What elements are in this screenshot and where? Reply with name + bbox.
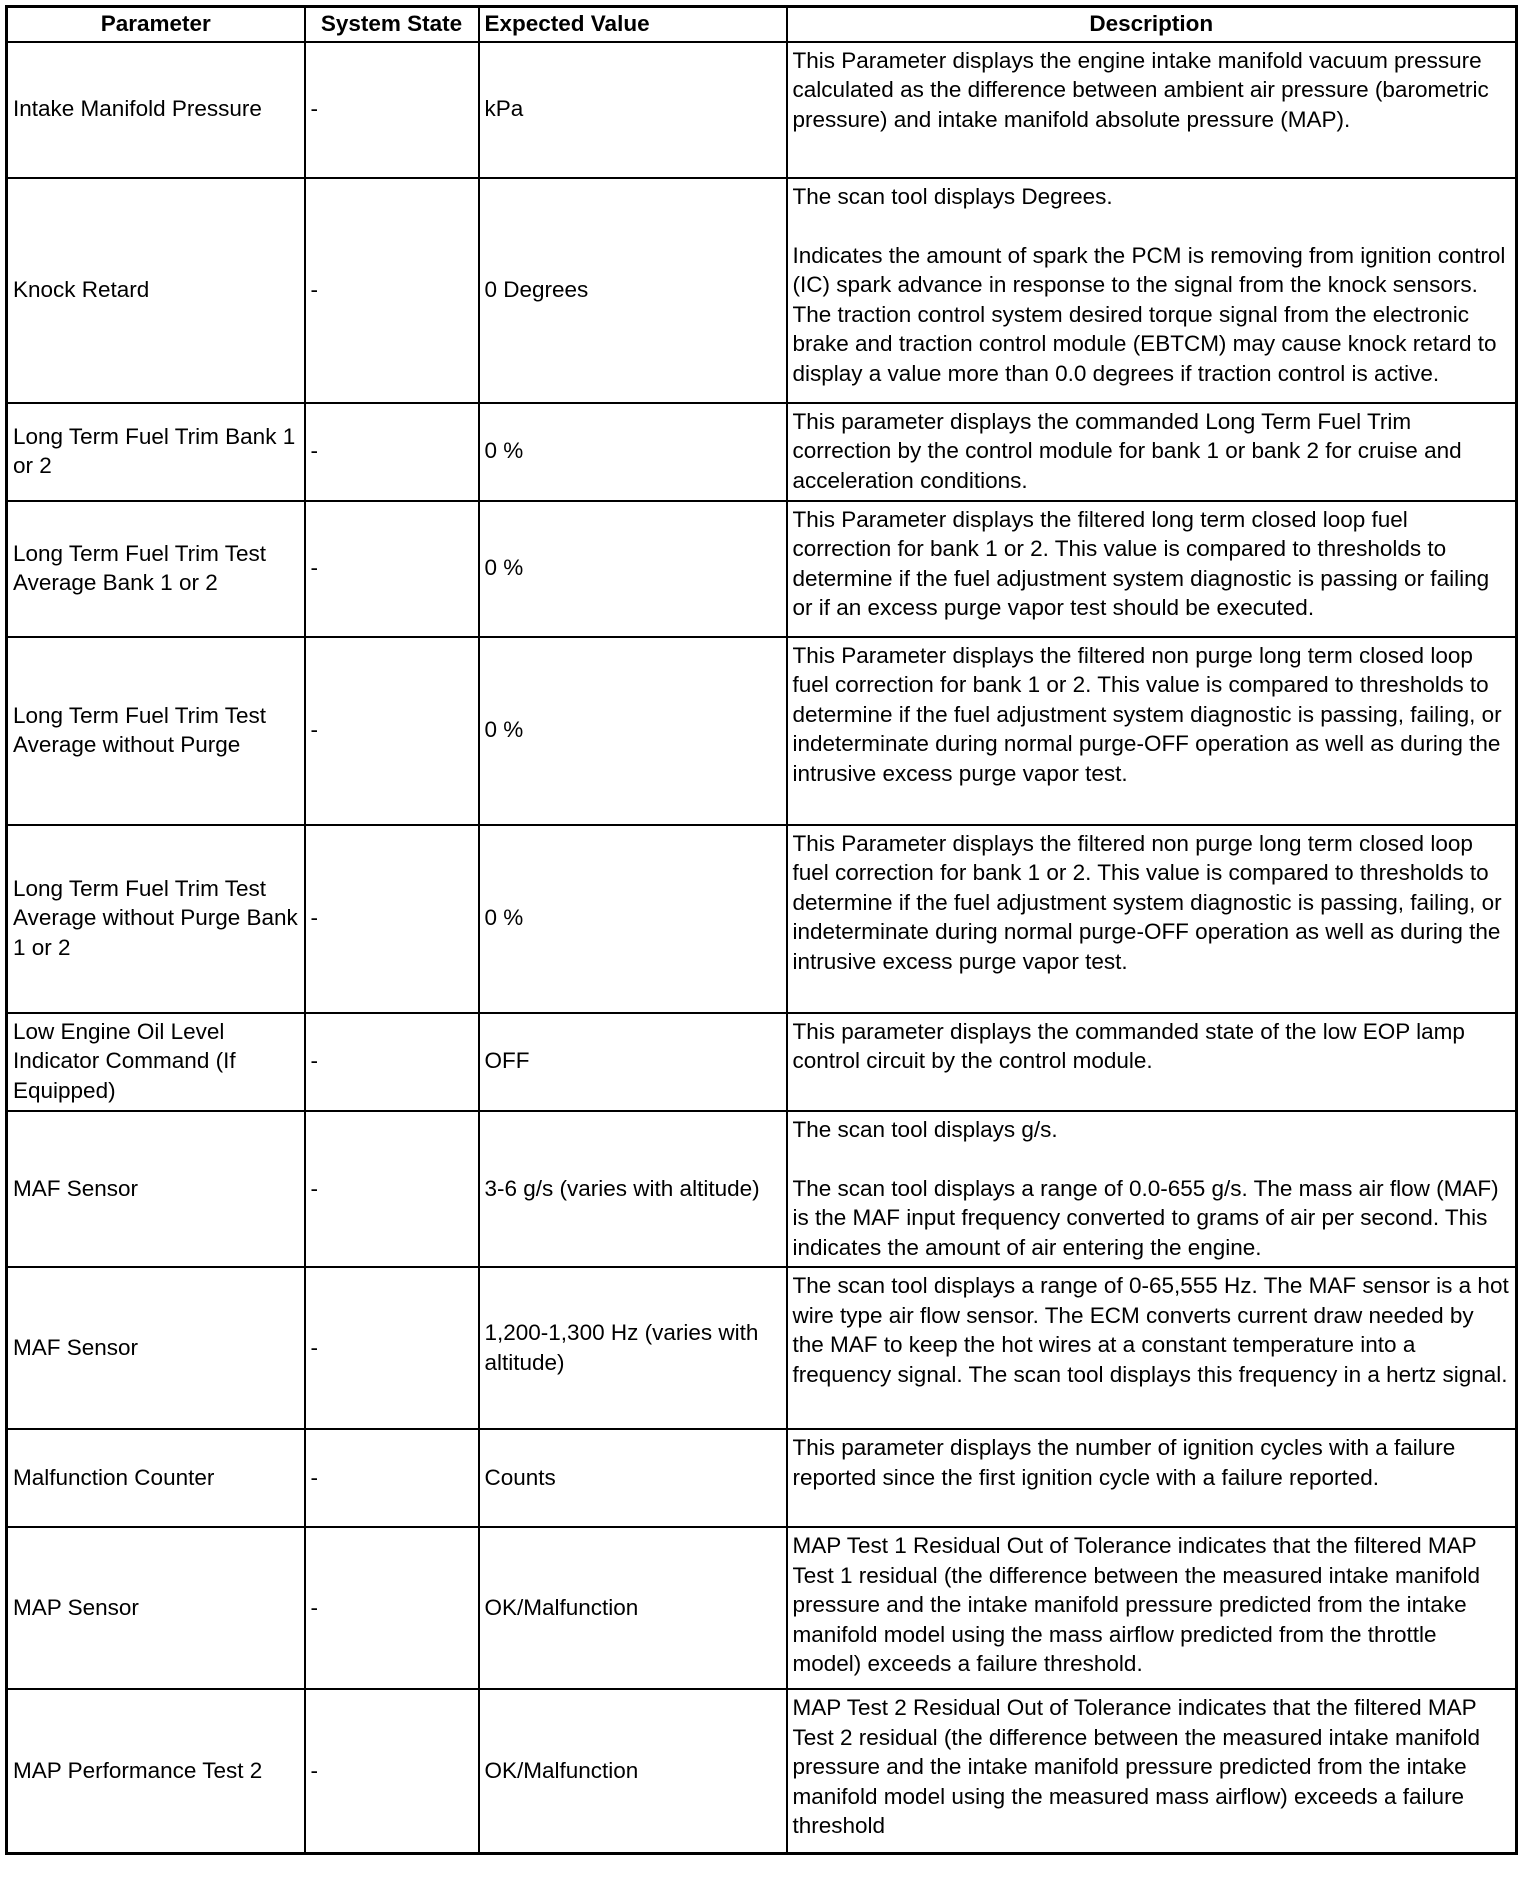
parameter-cell: MAF Sensor <box>7 1267 305 1429</box>
description-paragraph: This parameter displays the number of ignition cycles with a failure reported since the first ignition cycle with a failure reported. <box>792 1435 1456 1490</box>
parameter-cell: Knock Retard <box>7 178 305 403</box>
description-paragraph: The scan tool displays Degrees. <box>792 183 1113 209</box>
paragraph-gap <box>793 211 1511 241</box>
table-row <box>7 637 1517 825</box>
system-state-cell: - <box>305 1527 479 1689</box>
description-paragraph: The scan tool displays a range of 0.0-655 g/s. The mass air flow (MAF) is the MAF input frequency converted to grams of air per second. This indicates the amount of air entering the engine. <box>792 1175 1499 1260</box>
expected-value-cell: 0 % <box>479 501 787 637</box>
description-cell <box>787 1013 1517 1111</box>
header-expected-value: Expected Value <box>479 7 787 42</box>
expected-value-cell: 3-6 g/s (varies with altitude) <box>479 1111 787 1268</box>
parameter-cell: Malfunction Counter <box>7 1429 305 1527</box>
description-paragraph: This Parameter displays the filtered non purge long term closed loop fuel correction for bank 1 or 2. This value is compared to thresholds to determine if the fuel adjustment system diagnostic is passing, failing, or indeterminate during normal purge-OFF operation as well as during the intrusive excess purge vapor test. <box>792 642 1502 786</box>
expected-value-cell: OK/Malfunction <box>479 1527 787 1689</box>
expected-value-cell: 0 % <box>479 403 787 501</box>
description-paragraph: MAP Test 1 Residual Out of Tolerance indicates that the filtered MAP Test 1 residual (the difference between the measured intake manifold pressure and the intake manifold pressure predicted from the intake manifold model using the mass airflow predicted from the throttle model) exceeds a failure threshold. <box>792 1533 1480 1676</box>
parameter-cell: Long Term Fuel Trim Test Average without Purge Bank 1 or 2 <box>7 825 305 1013</box>
system-state-cell: - <box>305 42 479 178</box>
description-cell <box>787 637 1517 825</box>
parameter-cell: MAP Performance Test 2 <box>7 1689 305 1853</box>
description-cell <box>787 1111 1517 1268</box>
system-state-cell: - <box>305 1267 479 1429</box>
parameter-cell: MAP Sensor <box>7 1527 305 1689</box>
description-paragraph: MAP Test 2 Residual Out of Tolerance indicates that the filtered MAP Test 2 residual (the difference between the measured intake manifold pressure and the intake manifold pressure predicted from the intake manifold model using the measured mass airflow) exceeds a failure threshold <box>792 1695 1480 1838</box>
document-page <box>5 5 1515 1855</box>
paragraph-gap <box>793 1144 1511 1174</box>
system-state-cell: - <box>305 1689 479 1853</box>
table-row <box>7 178 1517 403</box>
table-row <box>7 1267 1517 1429</box>
table-row <box>7 42 1517 178</box>
description-paragraph: This Parameter displays the engine intake manifold vacuum pressure calculated as the difference between ambient air pressure (barometric pressure) and intake manifold absolute pressure (MAP). <box>792 47 1489 132</box>
system-state-cell: - <box>305 1013 479 1111</box>
table-header-row <box>7 7 1517 42</box>
description-cell <box>787 825 1517 1013</box>
system-state-cell: - <box>305 1111 479 1268</box>
table-row <box>7 501 1517 637</box>
description-paragraph: Indicates the amount of spark the PCM is removing from ignition control (IC) spark advance in response to the signal from the knock sensors. The traction control system desired torque signal from the electronic brake and traction control module (EBTCM) may cause knock retard to display a value more than 0.0 degrees if traction control is active. <box>792 242 1506 386</box>
parameter-cell: Intake Manifold Pressure <box>7 42 305 178</box>
description-cell <box>787 1267 1517 1429</box>
parameter-cell: Long Term Fuel Trim Bank 1 or 2 <box>7 403 305 501</box>
description-paragraph: This parameter displays the commanded state of the low EOP lamp control circuit by the control module. <box>792 1018 1465 1073</box>
expected-value-cell: OK/Malfunction <box>479 1689 787 1853</box>
description-cell <box>787 178 1517 403</box>
description-paragraph: This Parameter displays the filtered long term closed loop fuel correction for bank 1 or 2. This value is compared to thresholds to determine if the fuel adjustment system diagnostic is passing or failing or if an excess purge vapor test should be executed. <box>792 506 1490 620</box>
table-row <box>7 1429 1517 1527</box>
table-row <box>7 1013 1517 1111</box>
description-paragraph: This parameter displays the commanded Long Term Fuel Trim correction by the control module for bank 1 or bank 2 for cruise and acceleration conditions. <box>792 408 1462 493</box>
description-paragraph: The scan tool displays g/s. <box>792 1116 1058 1142</box>
description-paragraph: This Parameter displays the filtered non purge long term closed loop fuel correction for bank 1 or 2. This value is compared to thresholds to determine if the fuel adjustment system diagnostic is passing, failing, or indeterminate during normal purge-OFF operation as well as during the intrusive excess purge vapor test. <box>792 830 1502 974</box>
expected-value-cell: 0 % <box>479 825 787 1013</box>
system-state-cell: - <box>305 501 479 637</box>
expected-value-cell: 0 Degrees <box>479 178 787 403</box>
parameter-table <box>5 5 1518 1855</box>
description-cell <box>787 501 1517 637</box>
system-state-cell: - <box>305 637 479 825</box>
parameter-cell: Low Engine Oil Level Indicator Command (If Equipped) <box>7 1013 305 1111</box>
description-paragraph: The scan tool displays a range of 0-65,555 Hz. The MAF sensor is a hot wire type air flow sensor. The ECM converts current draw needed by the MAF to keep the hot wires at a constant temperature into a frequency signal. The scan tool displays this frequency in a hertz signal. <box>792 1273 1509 1387</box>
table-row <box>7 825 1517 1013</box>
parameter-cell: Long Term Fuel Trim Test Average without Purge <box>7 637 305 825</box>
system-state-cell: - <box>305 1429 479 1527</box>
expected-value-cell: Counts <box>479 1429 787 1527</box>
parameter-cell: MAF Sensor <box>7 1111 305 1268</box>
expected-value-cell: 0 % <box>479 637 787 825</box>
table-row <box>7 403 1517 501</box>
system-state-cell: - <box>305 403 479 501</box>
description-cell <box>787 1429 1517 1527</box>
expected-value-cell: OFF <box>479 1013 787 1111</box>
description-cell <box>787 1689 1517 1853</box>
expected-value-cell: kPa <box>479 42 787 178</box>
table-row <box>7 1111 1517 1268</box>
system-state-cell: - <box>305 825 479 1013</box>
system-state-cell: - <box>305 178 479 403</box>
table-row <box>7 1527 1517 1689</box>
description-cell <box>787 1527 1517 1689</box>
description-cell <box>787 403 1517 501</box>
header-system-state: System State <box>305 7 479 42</box>
description-cell <box>787 42 1517 178</box>
table-body <box>7 42 1517 1854</box>
parameter-cell: Long Term Fuel Trim Test Average Bank 1 or 2 <box>7 501 305 637</box>
expected-value-cell: 1,200-1,300 Hz (varies with altitude) <box>479 1267 787 1429</box>
header-parameter: Parameter <box>7 7 305 42</box>
table-row <box>7 1689 1517 1853</box>
header-description: Description <box>787 7 1517 42</box>
